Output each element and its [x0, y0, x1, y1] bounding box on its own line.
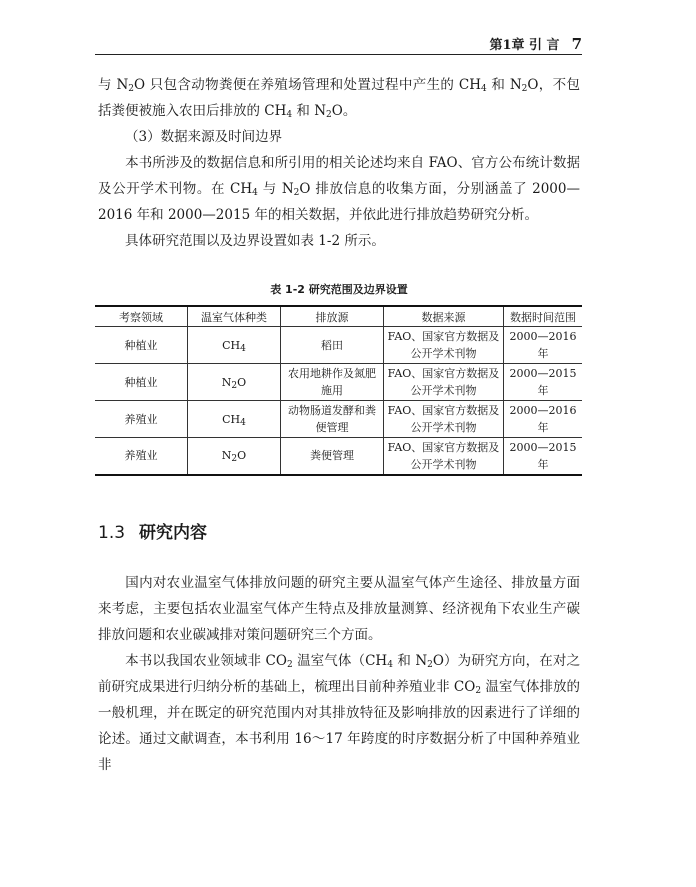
- cell-source: 稻田: [281, 327, 384, 364]
- text-run: 本书所涉及的数据信息和所引用的相关论述均来自 FAO、官方公布统计数据及公开学术刊物。在 CH: [98, 155, 580, 197]
- cell-domain: 种植业: [95, 327, 188, 364]
- subsection-title: [98, 124, 580, 150]
- text-run: 温室气体排放的一般机理，并在既定的研究范围内对其排放特征及影响排放的因素进行了详细的论述。通过文献调查，本书利用 16～17 年跨度的时序数据分析了中国种养殖业非: [98, 679, 580, 773]
- text-run: 和 N: [486, 77, 522, 93]
- cell-gas: $CH_4$: [188, 401, 281, 438]
- cell-period: 2000—2016 年: [504, 327, 583, 364]
- column-header: 排放源: [281, 306, 384, 327]
- cell-source: 动物肠道发酵和粪便管理: [281, 401, 384, 438]
- table-caption: 表 1-2 研究范围及边界设置: [270, 283, 408, 296]
- text-run: 具体研究范围以及边界设置如表 1-2 所示。: [125, 233, 385, 249]
- subscript: 2: [427, 660, 433, 670]
- subscript: 4: [387, 660, 393, 670]
- text-run: 本书以我国农业领域非 CO: [125, 653, 287, 669]
- subscript: 2: [326, 110, 332, 120]
- subscript: 4: [481, 84, 487, 94]
- table-row: [95, 401, 582, 438]
- cell-period: 2000—2016 年: [504, 401, 583, 438]
- cell-data-source: FAO、国家官方数据及公开学术刊物: [384, 364, 504, 401]
- cell-source: 农用地耕作及氮肥施用: [281, 364, 384, 401]
- cell-data-source: FAO、国家官方数据及公开学术刊物: [384, 327, 504, 364]
- subscript: 2: [521, 84, 528, 94]
- chapter-title: 第1章 引 言: [489, 38, 560, 53]
- cell-period: 2000—2015 年: [504, 438, 583, 475]
- cell-gas: $CH_4$: [188, 327, 281, 364]
- text-run: 和 N: [292, 103, 327, 119]
- paragraph-scope-note: [98, 72, 580, 124]
- cell-data-source: FAO、国家官方数据及公开学术刊物: [384, 438, 504, 475]
- page-number: 7: [571, 35, 582, 53]
- text-run: 和 N: [392, 653, 428, 669]
- text-run: 与 N: [98, 77, 129, 93]
- text-run: O 排放信息的收集方面，分别涵盖了 2000—2016 年和 2000—2015 年的相关数据，并依此进行排放趋势研究分析。: [98, 181, 580, 223]
- text-run: O，不包括粪: [98, 77, 580, 119]
- paragraph-research-overview: [98, 570, 580, 648]
- section-heading: [98, 518, 207, 543]
- paragraph-data-sources: [98, 150, 580, 228]
- column-header: 温室气体种类: [188, 306, 281, 327]
- column-header: 数据来源: [384, 306, 504, 327]
- text-run: 温室气体（CH: [292, 653, 388, 669]
- column-header: 数据时间范围: [504, 306, 583, 327]
- text-run: O）为研究方向，在对之前研究成果进行归纳分析的基础上，梳理出目前种养殖业非 CO: [98, 653, 580, 695]
- section-title: 研究内容: [139, 523, 208, 543]
- column-header: 考察领域: [95, 306, 188, 327]
- subscript: 2: [293, 188, 300, 198]
- running-header: [95, 36, 582, 55]
- text-run: O。: [331, 103, 357, 119]
- cell-period: 2000—2015 年: [504, 364, 583, 401]
- subsection-title-text: （3）数据来源及时间边界: [125, 129, 283, 145]
- cell-domain: 种植业: [95, 364, 188, 401]
- cell-data-source: FAO、国家官方数据及公开学术刊物: [384, 401, 504, 438]
- table-row: [95, 364, 582, 401]
- text-run: O 只包含动物粪便在养殖场管理和处置过程中产生的 CH: [134, 77, 481, 93]
- scope-table: [95, 305, 582, 476]
- paragraph-research-scope: [98, 648, 580, 778]
- subscript: 2: [475, 686, 482, 696]
- cell-source: 粪便管理: [281, 438, 384, 475]
- cell-gas: $N_2O$: [188, 438, 281, 475]
- table-row: [95, 327, 582, 364]
- subscript: 4: [252, 188, 258, 198]
- table-row: [95, 438, 582, 475]
- paragraph-table-intro: [98, 228, 580, 254]
- cell-gas: $N_2O$: [188, 364, 281, 401]
- subscript: 4: [286, 110, 293, 120]
- subscript: 2: [128, 84, 135, 94]
- table-header-row: [95, 306, 582, 327]
- text-run: 便被施入农田后排放的 CH: [125, 103, 287, 119]
- subscript: 2: [286, 660, 293, 670]
- cell-domain: 养殖业: [95, 438, 188, 475]
- text-run: 与 N: [257, 181, 294, 197]
- cell-domain: 养殖业: [95, 401, 188, 438]
- section-number: 1.3: [98, 523, 126, 543]
- text-run: 国内对农业温室气体排放问题的研究主要从温室气体产生途径、排放量方面来考虑，主要包括农业温室气体产生特点及排放量测算、经济视角下农业生产碳排放问题和农业碳减排对策问题研究三个方面。: [98, 575, 580, 643]
